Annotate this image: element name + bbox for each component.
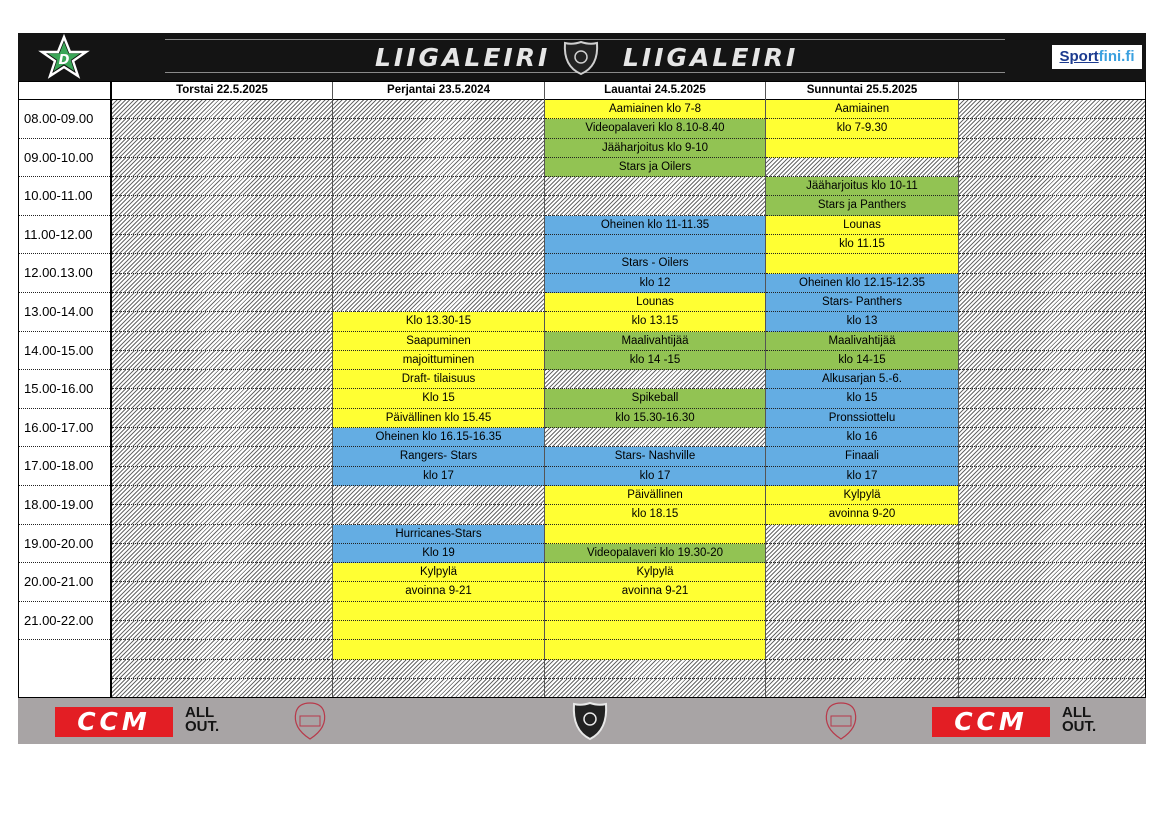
schedule-cell: Päivällinen bbox=[545, 486, 765, 505]
schedule-cell bbox=[545, 640, 765, 659]
schedule-cell bbox=[959, 158, 1146, 177]
time-slot: 09.00-10.00 bbox=[19, 139, 110, 178]
schedule-cell bbox=[545, 428, 765, 447]
schedule-cell: avoinna 9-21 bbox=[545, 582, 765, 601]
schedule-cell bbox=[545, 177, 765, 196]
schedule-cell bbox=[959, 139, 1146, 158]
schedule-cell bbox=[333, 139, 544, 158]
schedule-cell bbox=[112, 582, 332, 601]
time-slot-list bbox=[19, 100, 110, 640]
schedule-cell bbox=[112, 660, 332, 679]
schedule-cell bbox=[112, 177, 332, 196]
schedule-cell bbox=[112, 602, 332, 621]
schedule-cell bbox=[112, 679, 332, 698]
schedule-cell bbox=[959, 293, 1146, 312]
schedule-cell bbox=[333, 486, 544, 505]
schedule-cell: Maalivahtijää bbox=[545, 332, 765, 351]
schedule-cell bbox=[333, 274, 544, 293]
svg-text:D: D bbox=[58, 53, 70, 68]
schedule-cell bbox=[959, 525, 1146, 544]
schedule-cell bbox=[959, 100, 1146, 119]
allout-right bbox=[1062, 706, 1096, 734]
day-columns bbox=[112, 82, 1146, 697]
schedule-cell: Kylpylä bbox=[333, 563, 544, 582]
schedule-cell: Lounas bbox=[766, 216, 958, 235]
schedule-cell: Rangers- Stars bbox=[333, 447, 544, 466]
time-slot: 14.00-15.00 bbox=[19, 332, 110, 371]
allout-left-line1: ALL bbox=[185, 704, 215, 721]
allout-right-line1: ALL bbox=[1062, 704, 1092, 721]
nhl-shield-icon bbox=[561, 40, 601, 76]
schedule-cell bbox=[112, 216, 332, 235]
allout-right-line2: OUT. bbox=[1062, 718, 1097, 735]
schedule-cell: Pronssiottelu bbox=[766, 409, 958, 428]
schedule-cell bbox=[333, 602, 544, 621]
schedule-cell bbox=[545, 660, 765, 679]
schedule-cell bbox=[112, 370, 332, 389]
time-slot: 20.00-21.00 bbox=[19, 563, 110, 602]
schedule-cell bbox=[112, 254, 332, 273]
schedule-cell bbox=[112, 119, 332, 138]
time-fill bbox=[19, 640, 110, 698]
schedule-cell bbox=[545, 196, 765, 215]
schedule-cell bbox=[959, 563, 1146, 582]
schedule-cell: Kylpylä bbox=[545, 563, 765, 582]
schedule-cell bbox=[959, 370, 1146, 389]
schedule-cell bbox=[959, 177, 1146, 196]
schedule-cell bbox=[112, 621, 332, 640]
schedule-cell: Videopalaveri klo 8.10-8.40 bbox=[545, 119, 765, 138]
schedule-cell bbox=[959, 274, 1146, 293]
schedule-cell bbox=[959, 428, 1146, 447]
schedule-cell: Jääharjoitus klo 9-10 bbox=[545, 139, 765, 158]
schedule-cell bbox=[333, 177, 544, 196]
schedule-cell: klo 7-9.30 bbox=[766, 119, 958, 138]
day-header: Lauantai 24.5.2025 bbox=[545, 82, 765, 100]
schedule-cell: klo 12 bbox=[545, 274, 765, 293]
time-slot: 12.00.13.00 bbox=[19, 254, 110, 293]
schedule-cell bbox=[112, 351, 332, 370]
hockey-base-logo-right-icon bbox=[811, 700, 871, 742]
schedule-cell bbox=[112, 100, 332, 119]
schedule-cell bbox=[766, 582, 958, 601]
schedule-cell bbox=[112, 158, 332, 177]
time-slot: 17.00-18.00 bbox=[19, 447, 110, 486]
schedule-cell bbox=[333, 158, 544, 177]
schedule-cell bbox=[959, 216, 1146, 235]
schedule-cell: Kylpylä bbox=[766, 486, 958, 505]
schedule-cell bbox=[112, 447, 332, 466]
sponsor-sport-text: Sport bbox=[1059, 48, 1099, 65]
schedule-cell bbox=[333, 660, 544, 679]
schedule-cell: avoinna 9-20 bbox=[766, 505, 958, 524]
time-slot: 11.00-12.00 bbox=[19, 216, 110, 255]
schedule-cell bbox=[766, 525, 958, 544]
day-cells bbox=[959, 100, 1146, 698]
schedule-cell: Klo 15 bbox=[333, 389, 544, 408]
time-slot: 10.00-11.00 bbox=[19, 177, 110, 216]
schedule-cell bbox=[959, 119, 1146, 138]
day-cells bbox=[112, 100, 332, 698]
schedule-cell bbox=[959, 235, 1146, 254]
schedule-cell bbox=[959, 486, 1146, 505]
schedule-cell: Maalivahtijää bbox=[766, 332, 958, 351]
nhl-shield-bottom-icon bbox=[570, 701, 610, 741]
schedule-cell: Finaali bbox=[766, 447, 958, 466]
allout-left bbox=[185, 706, 219, 734]
schedule-cell bbox=[766, 563, 958, 582]
time-header bbox=[19, 82, 110, 100]
schedule-cell: Aamiainen bbox=[766, 100, 958, 119]
hockey-base-logo-icon bbox=[280, 700, 340, 742]
schedule-cell bbox=[545, 621, 765, 640]
schedule-cell bbox=[766, 158, 958, 177]
schedule-cell: Oheinen klo 16.15-16.35 bbox=[333, 428, 544, 447]
day-header: Perjantai 23.5.2024 bbox=[333, 82, 544, 100]
schedule-cell: Oheinen klo 12.15-12.35 bbox=[766, 274, 958, 293]
day-cells bbox=[766, 100, 958, 698]
schedule-cell bbox=[112, 525, 332, 544]
title-bar bbox=[165, 39, 1005, 73]
schedule-cell bbox=[766, 679, 958, 698]
schedule-cell bbox=[112, 467, 332, 486]
time-column bbox=[19, 82, 112, 697]
schedule-cell bbox=[959, 602, 1146, 621]
schedule-cell: Draft- tilaisuus bbox=[333, 370, 544, 389]
day-column bbox=[333, 82, 545, 697]
ccm-logo-left: CCM bbox=[55, 707, 173, 737]
schedule-cell bbox=[112, 274, 332, 293]
schedule-cell bbox=[112, 640, 332, 659]
schedule-cell: majoittuminen bbox=[333, 351, 544, 370]
day-header bbox=[959, 82, 1146, 100]
schedule-cell bbox=[959, 254, 1146, 273]
schedule-cell bbox=[112, 332, 332, 351]
day-cells bbox=[545, 100, 765, 698]
schedule-cell: klo 11.15 bbox=[766, 235, 958, 254]
schedule-cell bbox=[766, 621, 958, 640]
schedule-cell: Spikeball bbox=[545, 389, 765, 408]
schedule-cell bbox=[959, 332, 1146, 351]
time-slot: 15.00-16.00 bbox=[19, 370, 110, 409]
schedule-cell bbox=[766, 544, 958, 563]
schedule-cell bbox=[112, 563, 332, 582]
schedule-cell: klo 14-15 bbox=[766, 351, 958, 370]
schedule-cell: klo 17 bbox=[333, 467, 544, 486]
schedule-cell: Stars ja Panthers bbox=[766, 196, 958, 215]
schedule-cell bbox=[333, 235, 544, 254]
schedule-cell bbox=[766, 660, 958, 679]
day-column bbox=[545, 82, 766, 697]
schedule-cell: Lounas bbox=[545, 293, 765, 312]
schedule-cell: klo 13 bbox=[766, 312, 958, 331]
time-slot: 16.00-17.00 bbox=[19, 409, 110, 448]
schedule-cell bbox=[333, 216, 544, 235]
schedule-cell: Klo 19 bbox=[333, 544, 544, 563]
schedule-cell: klo 14 -15 bbox=[545, 351, 765, 370]
schedule-cell bbox=[766, 602, 958, 621]
day-column bbox=[766, 82, 959, 697]
time-slot: 13.00-14.00 bbox=[19, 293, 110, 332]
schedule-cell bbox=[545, 602, 765, 621]
schedule-cell bbox=[333, 679, 544, 698]
schedule-cell bbox=[959, 582, 1146, 601]
schedule-cell bbox=[112, 428, 332, 447]
schedule-cell bbox=[959, 447, 1146, 466]
time-slot: 08.00-09.00 bbox=[19, 100, 110, 139]
schedule-cell bbox=[959, 505, 1146, 524]
day-column bbox=[112, 82, 333, 697]
schedule-cell bbox=[112, 196, 332, 215]
schedule-cell bbox=[545, 235, 765, 254]
schedule-cell bbox=[112, 312, 332, 331]
schedule-cell bbox=[959, 312, 1146, 331]
schedule-cell: klo 17 bbox=[766, 467, 958, 486]
time-slot: 18.00-19.00 bbox=[19, 486, 110, 525]
schedule-cell bbox=[545, 370, 765, 389]
schedule-cell: Hurricanes-Stars bbox=[333, 525, 544, 544]
ccm-logo-right: CCM bbox=[932, 707, 1050, 737]
schedule-cell: klo 13.15 bbox=[545, 312, 765, 331]
schedule-cell: avoinna 9-21 bbox=[333, 582, 544, 601]
title-right: LIIGALEIRI bbox=[623, 43, 799, 72]
schedule-cell: klo 16 bbox=[766, 428, 958, 447]
schedule-cell: Stars ja Oilers bbox=[545, 158, 765, 177]
schedule-cell bbox=[959, 196, 1146, 215]
schedule-cell bbox=[112, 544, 332, 563]
title-left: LIIGALEIRI bbox=[375, 43, 551, 72]
schedule-cell bbox=[333, 119, 544, 138]
schedule-cell: Alkusarjan 5.-6. bbox=[766, 370, 958, 389]
schedule-cell: klo 15 bbox=[766, 389, 958, 408]
schedule-cell bbox=[333, 640, 544, 659]
schedule-cell: Jääharjoitus klo 10-11 bbox=[766, 177, 958, 196]
schedule-cell bbox=[112, 235, 332, 254]
schedule-cell bbox=[333, 100, 544, 119]
time-slot: 19.00-20.00 bbox=[19, 525, 110, 564]
schedule-cell bbox=[333, 254, 544, 273]
schedule-cell bbox=[959, 351, 1146, 370]
schedule-cell bbox=[959, 660, 1146, 679]
schedule-cell bbox=[112, 486, 332, 505]
sportfinli-logo bbox=[1052, 45, 1142, 69]
schedule-cell bbox=[112, 139, 332, 158]
schedule-cell bbox=[112, 505, 332, 524]
schedule-cell: Stars- Panthers bbox=[766, 293, 958, 312]
day-column bbox=[959, 82, 1146, 697]
dallas-stars-logo-icon bbox=[32, 33, 96, 81]
schedule-cell bbox=[112, 293, 332, 312]
schedule-cell bbox=[959, 544, 1146, 563]
day-header: Sunnuntai 25.5.2025 bbox=[766, 82, 958, 100]
schedule-cell bbox=[545, 525, 765, 544]
schedule-cell bbox=[959, 621, 1146, 640]
schedule-cell bbox=[959, 640, 1146, 659]
schedule-cell: Päivällinen klo 15.45 bbox=[333, 409, 544, 428]
schedule-cell: klo 15.30-16.30 bbox=[545, 409, 765, 428]
sponsor-fin-text: fini.fi bbox=[1098, 48, 1135, 65]
schedule-cell: klo 17 bbox=[545, 467, 765, 486]
schedule-cell bbox=[959, 467, 1146, 486]
day-cells bbox=[333, 100, 544, 698]
schedule-grid bbox=[18, 81, 1146, 698]
header-bar bbox=[18, 33, 1146, 81]
schedule-cell: Videopalaveri klo 19.30-20 bbox=[545, 544, 765, 563]
schedule-cell: Klo 13.30-15 bbox=[333, 312, 544, 331]
footer-sponsors bbox=[18, 698, 1146, 744]
schedule-cell bbox=[333, 505, 544, 524]
schedule-cell bbox=[766, 139, 958, 158]
schedule-cell bbox=[766, 254, 958, 273]
schedule-cell: klo 18.15 bbox=[545, 505, 765, 524]
time-slot: 21.00-22.00 bbox=[19, 602, 110, 641]
schedule-cell bbox=[959, 409, 1146, 428]
schedule-cell: Stars- Nashville bbox=[545, 447, 765, 466]
schedule-cell bbox=[959, 389, 1146, 408]
schedule-cell bbox=[959, 679, 1146, 698]
allout-left-line2: OUT. bbox=[185, 718, 220, 735]
day-header: Torstai 22.5.2025 bbox=[112, 82, 332, 100]
schedule-cell bbox=[112, 409, 332, 428]
schedule-cell bbox=[333, 293, 544, 312]
schedule-cell: Saapuminen bbox=[333, 332, 544, 351]
schedule-cell bbox=[112, 389, 332, 408]
schedule-cell bbox=[333, 621, 544, 640]
schedule-cell bbox=[545, 679, 765, 698]
schedule-cell bbox=[766, 640, 958, 659]
schedule-cell: Stars - Oilers bbox=[545, 254, 765, 273]
schedule-cell bbox=[333, 196, 544, 215]
schedule-cell: Oheinen klo 11-11.35 bbox=[545, 216, 765, 235]
schedule-cell: Aamiainen klo 7-8 bbox=[545, 100, 765, 119]
